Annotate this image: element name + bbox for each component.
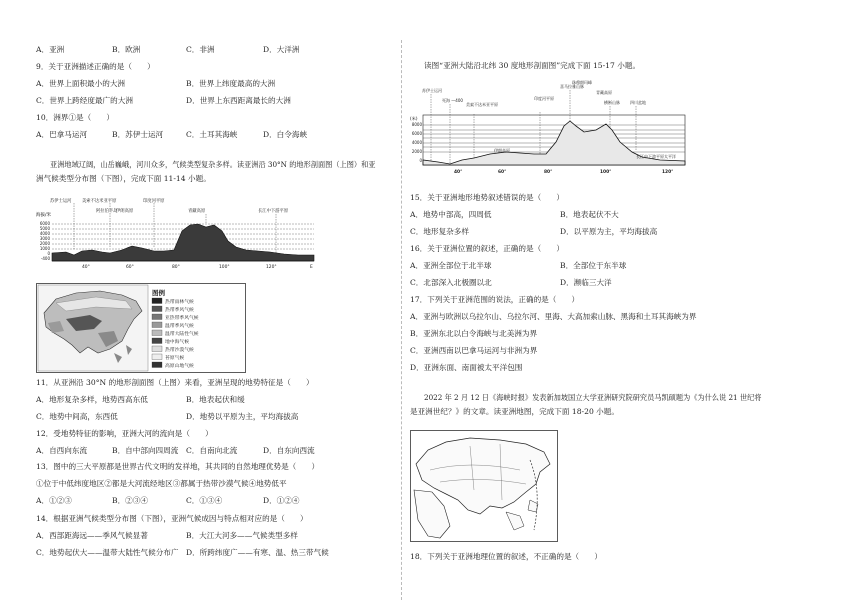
legend-swatch xyxy=(152,338,162,344)
q10-option-d[interactable]: D．白令海峡 xyxy=(263,130,308,139)
legend-swatch xyxy=(152,314,162,320)
q16-option-a[interactable]: A．亚洲全部位于北半球 xyxy=(410,261,492,270)
r-label-sichuan: 四川盆地 xyxy=(630,100,646,105)
r-xtick-40: 40° xyxy=(454,170,463,175)
q17-stem: 17．下列关于亚洲范围的说法，正确的是（ ） xyxy=(410,295,580,304)
xtick-100: 100° xyxy=(219,265,230,270)
q9-option-d[interactable]: D．世界上东西距离最长的大洲 xyxy=(186,96,291,105)
r-label-mesopotamia: 美索不达米亚平原 xyxy=(466,102,498,107)
q17-option-c[interactable]: C．亚洲西南以巴拿马运河与非洲为界 xyxy=(410,346,538,355)
q9-stem: 9．关于亚洲描述正确的是（ ） xyxy=(36,62,155,71)
column-divider xyxy=(401,40,402,600)
r-ytick-2000: 2000 xyxy=(411,149,422,154)
ytick-neg400: -400 xyxy=(40,256,50,261)
terrain-profile-figure xyxy=(36,195,316,275)
profile-label-iran: 伊朗高原 xyxy=(116,209,134,214)
profile-axis-label: 海拔/米 xyxy=(36,213,52,218)
r-xtick-120: 120° xyxy=(662,170,674,175)
intro-18-20-line2: 是亚洲世纪？》的文章。读亚洲地图，完成下面 18-20 小题。 xyxy=(410,407,619,416)
q13-stem: 13．图中的三大平原都是世界古代文明的发祥地，其共同的自然地理优势是（ ） xyxy=(36,462,320,471)
q10-option-a[interactable]: A．巴拿马运河 xyxy=(36,130,88,139)
legend-swatch xyxy=(152,354,162,360)
ytick-3000: 3000 xyxy=(39,236,50,241)
q11-option-c[interactable]: C．地势中间高，东西低 xyxy=(36,412,118,421)
ytick-1000: 1000 xyxy=(39,246,50,251)
q16-option-c[interactable]: C．北部深入北极圈以北 xyxy=(410,278,492,287)
r-label-tibet: 青藏高原 xyxy=(596,90,612,95)
q8-option-c[interactable]: C．非洲 xyxy=(186,45,215,54)
q15-stem: 15．关于亚洲地形地势叙述错误的是（ ） xyxy=(410,193,564,202)
r-label-pacific: 太平洋 xyxy=(664,154,676,159)
q15-option-a[interactable]: A．地势中部高，四周低 xyxy=(410,210,492,219)
asia-map-figure xyxy=(410,430,558,542)
ytick-2000: 2000 xyxy=(39,241,50,246)
q11-option-d[interactable]: D．地势以平原为主，平均海拔高 xyxy=(186,412,299,421)
q8-option-d[interactable]: D．大洋洲 xyxy=(263,45,300,54)
q14-option-d[interactable]: D．所跨纬度广——有寒、温、热三带气候 xyxy=(186,548,329,557)
q17-option-d[interactable]: D．亚洲东面、南面被太平洋包围 xyxy=(410,363,523,372)
ytick-5000: 5000 xyxy=(39,226,50,231)
q16-option-b[interactable]: B．全部位于东半球 xyxy=(560,261,627,270)
legend-swatch xyxy=(152,330,162,336)
ytick-0: 0 xyxy=(47,251,50,256)
q9-option-a[interactable]: A．世界上面积最小的大洲 xyxy=(36,79,126,88)
q14-option-c[interactable]: C．地势起伏大——温带大陆性气候分布广 xyxy=(36,548,179,557)
profile-label-yangtze: 长江中下游平原 xyxy=(258,209,289,214)
intro-15-17: 读图“亚洲大陆沿北纬 30 度地形剖面图”完成下面 15-17 小题。 xyxy=(424,61,641,70)
q17-option-a[interactable]: A．亚洲与欧洲以乌拉尔山、乌拉尔河、里海、大高加索山脉、黑海和土耳其海峡为界 xyxy=(410,312,697,321)
profile-label-mesopotamia: 美索不达米亚平原 xyxy=(82,199,117,204)
legend-label: 温带季风气候 xyxy=(165,324,194,329)
q10-option-c[interactable]: C．土耳其海峡 xyxy=(186,130,238,139)
q8-option-a[interactable]: A．亚洲 xyxy=(36,45,65,54)
xaxis-end: E xyxy=(310,265,313,270)
r-label-iran: 伊朗高原 xyxy=(494,148,510,153)
q14-option-b[interactable]: B．大江大河多——气候类型多样 xyxy=(186,531,298,540)
xtick-120: 120° xyxy=(266,265,277,270)
legend-label: 高原山地气候 xyxy=(165,364,194,369)
r-label-himalaya: 喜马拉雅山脉 xyxy=(560,84,584,89)
q12-option-b[interactable]: B．自中部向四周流 xyxy=(112,446,179,455)
profile-30n-figure xyxy=(410,80,688,185)
r-label-everest: 珠穆朗玛峰 xyxy=(572,80,592,85)
legend-label: 热带沙漠气候 xyxy=(165,348,194,353)
r-ytick-0: 0 xyxy=(419,158,422,163)
profile-label-tibet: 青藏高原 xyxy=(188,209,206,214)
q8-option-b[interactable]: B．欧洲 xyxy=(112,45,141,54)
q12-option-d[interactable]: D．自东向西流 xyxy=(263,446,315,455)
profile-label-suez: 苏伊士运河 xyxy=(50,199,72,204)
r-ytick-4000: 4000 xyxy=(411,140,422,145)
terrain-profile-shape xyxy=(52,224,314,261)
climate-map-figure xyxy=(36,283,246,373)
q16-option-d[interactable]: D．濒临三大洋 xyxy=(560,278,612,287)
xtick-40: 40° xyxy=(82,265,90,270)
profile-label-arabia: 阿拉伯半岛 xyxy=(96,209,118,214)
legend-label: 热带季风气候 xyxy=(165,308,194,313)
legend-label: 苔原气候 xyxy=(165,356,185,361)
legend-label: 热带雨林气候 xyxy=(165,300,194,305)
r-label-suez: 苏伊士运河 xyxy=(422,88,442,93)
r-ytick-8000: 8000 xyxy=(411,122,422,127)
ytick-6000: 6000 xyxy=(39,221,50,226)
q13-option-b[interactable]: B．②③④ xyxy=(112,496,148,505)
q14-option-a[interactable]: A．西部距海远——季风气候显著 xyxy=(36,531,148,540)
intro-11-14-line1: 亚洲地域辽阔，山岳巍峨，河川众多，气候类型复杂多样。读亚洲沿 30°N 的地形剖面图（上图）和亚 xyxy=(50,160,376,169)
r-label-hengduan: 横断山脉 xyxy=(604,100,620,105)
legend-title: 图例 xyxy=(152,289,165,297)
q15-option-d[interactable]: D．以平原为主，平均海拔高 xyxy=(560,227,658,236)
legend-label: 亚热带季风气候 xyxy=(165,316,199,321)
q12-option-a[interactable]: A．自西向东流 xyxy=(36,446,88,455)
legend-swatch xyxy=(152,306,162,312)
q18-stem: 18．下列关于亚洲地理位置的叙述，不正确的是（ ） xyxy=(410,552,602,561)
legend-swatch xyxy=(152,322,162,328)
r-xtick-100: 100° xyxy=(600,170,612,175)
profile-label-indus: 印度河平原 xyxy=(143,199,165,204)
legend-label: 地中海气候 xyxy=(165,340,189,345)
r-ytick-6000: 6000 xyxy=(411,131,422,136)
r-label-deadsea: 死海 —400 xyxy=(442,98,463,103)
q13-option-d[interactable]: D．①②④ xyxy=(263,496,300,505)
xtick-80: 80° xyxy=(172,265,180,270)
intro-11-14-line2: 洲气候类型分布图（下图），完成下面 11-14 小题。 xyxy=(36,174,211,183)
q11-option-a[interactable]: A．地形复杂多样，地势西高东低 xyxy=(36,395,148,404)
r-label-indus: 印度河平原 xyxy=(534,96,554,101)
legend-swatch xyxy=(152,298,162,304)
q11-option-b[interactable]: B．地表起伏和缓 xyxy=(186,395,245,404)
legend-swatch xyxy=(152,346,162,352)
q16-stem: 16．关于亚洲位置的叙述，正确的是（ ） xyxy=(410,244,564,253)
q12-stem: 12．受地势特征的影响，亚洲大河的流向是（ ） xyxy=(36,429,213,438)
q10-option-b[interactable]: B．苏伊士运河 xyxy=(112,130,164,139)
q15-option-c[interactable]: C．地形复杂多样 xyxy=(410,227,469,236)
q12-option-c[interactable]: C．自南向北流 xyxy=(186,446,238,455)
q13-option-c[interactable]: C．①③④ xyxy=(186,496,223,505)
legend-swatch xyxy=(152,362,162,368)
legend-label: 温带大陆性气候 xyxy=(165,332,199,337)
q15-option-b[interactable]: B．地表起伏不大 xyxy=(560,210,619,219)
q11-stem: 11．从亚洲沿 30°N 的地形剖面图（上图）来看，亚洲呈现的地势特征是（ ） xyxy=(36,378,314,387)
xtick-60: 60° xyxy=(126,265,134,270)
q13-sub: ①位于中低纬度地区②都是大河流经地区③都属于热带沙漠气候④地势低平 xyxy=(36,479,287,488)
q9-option-b[interactable]: B．世界上纬度最高的大洲 xyxy=(186,79,276,88)
intro-18-20-line1: 2022 年 2 月 12 日《海峡时报》发表新加坡国立大学亚洲研究院研究员马凯硕题为《为什么说 21 世纪将 xyxy=(424,393,762,402)
r-axis-label: (米) xyxy=(410,116,418,121)
q10-stem: 10．洲界①是（ ） xyxy=(36,113,115,122)
q17-option-b[interactable]: B．亚洲东北以白令海峡与北美洲为界 xyxy=(410,329,538,338)
r-xtick-60: 60° xyxy=(498,170,507,175)
ytick-4000: 4000 xyxy=(39,231,50,236)
r-label-yangtze: 长江中下游平原 xyxy=(636,154,664,159)
q14-stem: 14．根据亚洲气候类型分布图（下图），亚洲气候成因与特点相对应的是（ ） xyxy=(36,514,308,523)
q9-option-c[interactable]: C．世界上跨经度最广的大洲 xyxy=(36,96,133,105)
q13-option-a[interactable]: A．①②③ xyxy=(36,496,72,505)
r-xtick-80: 80° xyxy=(544,170,553,175)
